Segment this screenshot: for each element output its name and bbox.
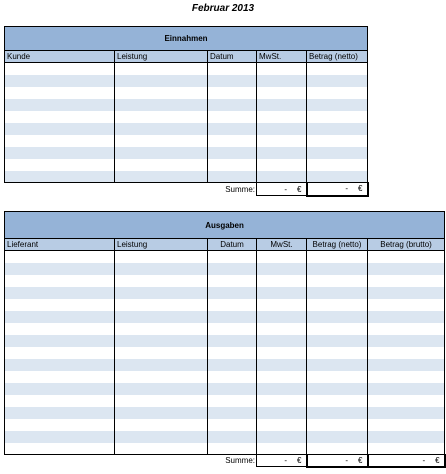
- table-cell[interactable]: [115, 443, 208, 455]
- col-mwst: MwSt.: [257, 51, 307, 63]
- table-cell[interactable]: [307, 171, 368, 183]
- table-row: [5, 347, 445, 359]
- table-cell[interactable]: [208, 275, 257, 287]
- table-cell[interactable]: [5, 395, 115, 407]
- table-cell[interactable]: [257, 87, 307, 99]
- table-cell[interactable]: [368, 287, 445, 299]
- table-cell[interactable]: [208, 443, 257, 455]
- table-row: [5, 299, 445, 311]
- table-cell[interactable]: [307, 299, 368, 311]
- table-row: [5, 359, 445, 371]
- table-cell[interactable]: [307, 251, 368, 263]
- table-cell[interactable]: [208, 395, 257, 407]
- table-cell[interactable]: [257, 335, 307, 347]
- table-cell[interactable]: [208, 299, 257, 311]
- table-cell[interactable]: [307, 407, 368, 419]
- table-cell[interactable]: [115, 251, 208, 263]
- table-cell[interactable]: [5, 159, 115, 171]
- table-cell[interactable]: [307, 335, 368, 347]
- table-row: [5, 311, 445, 323]
- table-cell[interactable]: [257, 275, 307, 287]
- table-cell[interactable]: [208, 323, 257, 335]
- table-cell[interactable]: [115, 383, 208, 395]
- table-cell[interactable]: [257, 75, 307, 87]
- table-row: [5, 147, 368, 159]
- table-cell[interactable]: [115, 287, 208, 299]
- table-cell[interactable]: [208, 431, 257, 443]
- table-cell[interactable]: [115, 335, 208, 347]
- col-betrag-netto: Betrag (netto): [307, 239, 368, 251]
- table-cell[interactable]: [208, 407, 257, 419]
- table-cell[interactable]: [115, 419, 208, 431]
- table-cell[interactable]: [5, 323, 115, 335]
- table-row: [5, 87, 368, 99]
- table-cell[interactable]: [307, 159, 368, 171]
- table-cell[interactable]: [368, 323, 445, 335]
- table-cell[interactable]: [307, 135, 368, 147]
- table-cell[interactable]: [307, 383, 368, 395]
- table-cell[interactable]: [5, 335, 115, 347]
- table-cell[interactable]: [307, 311, 368, 323]
- table-cell[interactable]: [115, 407, 208, 419]
- table-row: [5, 135, 368, 147]
- einnahmen-sum-label: Summe:: [5, 183, 257, 196]
- table-cell[interactable]: [208, 263, 257, 275]
- einnahmen-sum-mwst[interactable]: - €: [257, 183, 307, 196]
- table-cell[interactable]: [115, 311, 208, 323]
- ausgaben-rows: [5, 251, 445, 455]
- table-row: [5, 443, 445, 455]
- table-cell[interactable]: [307, 275, 368, 287]
- table-cell[interactable]: [257, 263, 307, 275]
- einnahmen-table: [4, 26, 369, 197]
- table-cell[interactable]: [368, 347, 445, 359]
- table-cell[interactable]: [368, 335, 445, 347]
- table-cell[interactable]: [208, 347, 257, 359]
- table-row: [5, 99, 368, 111]
- table-cell[interactable]: [208, 251, 257, 263]
- table-cell[interactable]: [257, 299, 307, 311]
- table-cell[interactable]: [257, 63, 307, 75]
- table-cell[interactable]: [257, 383, 307, 395]
- table-cell[interactable]: [5, 359, 115, 371]
- table-cell[interactable]: [115, 123, 208, 135]
- table-cell[interactable]: [5, 251, 115, 263]
- table-cell[interactable]: [368, 299, 445, 311]
- table-cell[interactable]: [307, 87, 368, 99]
- table-cell[interactable]: [5, 419, 115, 431]
- ausgaben-table: [4, 211, 446, 468]
- table-cell[interactable]: [257, 251, 307, 263]
- table-cell[interactable]: [115, 159, 208, 171]
- table-cell[interactable]: [5, 347, 115, 359]
- table-cell[interactable]: [257, 323, 307, 335]
- table-cell[interactable]: [5, 311, 115, 323]
- table-cell[interactable]: [257, 371, 307, 383]
- table-cell[interactable]: [208, 335, 257, 347]
- table-cell[interactable]: [5, 371, 115, 383]
- table-cell[interactable]: [307, 359, 368, 371]
- table-cell[interactable]: [257, 431, 307, 443]
- table-cell[interactable]: [115, 63, 208, 75]
- ausgaben-sum-netto[interactable]: - €: [307, 455, 368, 467]
- table-cell[interactable]: [307, 111, 368, 123]
- table-cell[interactable]: [115, 171, 208, 183]
- table-cell[interactable]: [115, 395, 208, 407]
- table-cell[interactable]: [208, 419, 257, 431]
- table-cell[interactable]: [5, 407, 115, 419]
- table-cell[interactable]: [257, 359, 307, 371]
- table-cell[interactable]: [307, 347, 368, 359]
- table-cell[interactable]: [307, 431, 368, 443]
- table-row: [5, 63, 368, 75]
- table-cell[interactable]: [257, 123, 307, 135]
- table-cell[interactable]: [368, 383, 445, 395]
- table-cell[interactable]: [257, 407, 307, 419]
- einnahmen-heading: Einnahmen: [5, 27, 368, 51]
- table-cell[interactable]: [368, 431, 445, 443]
- table-cell[interactable]: [257, 99, 307, 111]
- table-cell[interactable]: [115, 99, 208, 111]
- table-cell[interactable]: [208, 111, 257, 123]
- table-row: [5, 159, 368, 171]
- table-cell[interactable]: [307, 443, 368, 455]
- table-cell[interactable]: [257, 419, 307, 431]
- table-cell[interactable]: [115, 323, 208, 335]
- table-cell[interactable]: [257, 111, 307, 123]
- table-cell[interactable]: [5, 147, 115, 159]
- table-cell[interactable]: [368, 359, 445, 371]
- table-cell[interactable]: [257, 443, 307, 455]
- table-cell[interactable]: [307, 147, 368, 159]
- table-cell[interactable]: [307, 395, 368, 407]
- table-cell[interactable]: [307, 323, 368, 335]
- table-cell[interactable]: [115, 275, 208, 287]
- table-cell[interactable]: [257, 395, 307, 407]
- col-leistung: Leistung: [115, 239, 208, 251]
- table-row: [5, 171, 368, 183]
- table-cell[interactable]: [208, 123, 257, 135]
- table-row: [5, 111, 368, 123]
- table-cell[interactable]: [368, 275, 445, 287]
- table-cell[interactable]: [257, 171, 307, 183]
- table-cell[interactable]: [208, 159, 257, 171]
- table-cell[interactable]: [208, 63, 257, 75]
- table-cell[interactable]: [257, 347, 307, 359]
- table-cell[interactable]: [257, 147, 307, 159]
- table-cell[interactable]: [307, 371, 368, 383]
- table-cell[interactable]: [208, 287, 257, 299]
- table-row: [5, 371, 445, 383]
- table-cell[interactable]: [115, 263, 208, 275]
- table-cell[interactable]: [307, 263, 368, 275]
- col-kunde: Kunde: [5, 51, 115, 63]
- col-betrag-brutto: Betrag (brutto): [368, 239, 445, 251]
- einnahmen-sum-netto[interactable]: - €: [307, 183, 368, 196]
- col-betrag-netto: Betrag (netto): [307, 51, 368, 63]
- table-cell[interactable]: [5, 431, 115, 443]
- table-cell[interactable]: [115, 299, 208, 311]
- table-cell[interactable]: [307, 419, 368, 431]
- table-cell[interactable]: [5, 287, 115, 299]
- table-row: [5, 123, 368, 135]
- table-cell[interactable]: [257, 135, 307, 147]
- table-cell[interactable]: [115, 135, 208, 147]
- table-cell[interactable]: [5, 123, 115, 135]
- col-datum: Datum: [208, 239, 257, 251]
- table-cell[interactable]: [307, 99, 368, 111]
- page-title: Februar 2013: [191, 3, 255, 14]
- table-cell[interactable]: [5, 275, 115, 287]
- table-cell[interactable]: [368, 263, 445, 275]
- table-cell[interactable]: [307, 63, 368, 75]
- table-cell[interactable]: [5, 63, 115, 75]
- table-cell[interactable]: [208, 171, 257, 183]
- table-cell[interactable]: [208, 135, 257, 147]
- col-leistung: Leistung: [115, 51, 208, 63]
- table-cell[interactable]: [5, 299, 115, 311]
- table-cell[interactable]: [368, 251, 445, 263]
- table-cell[interactable]: [5, 135, 115, 147]
- table-row: [5, 287, 445, 299]
- table-cell[interactable]: [368, 443, 445, 455]
- table-row: [5, 75, 368, 87]
- table-cell[interactable]: [115, 431, 208, 443]
- table-cell[interactable]: [368, 371, 445, 383]
- table-cell[interactable]: [115, 75, 208, 87]
- table-cell[interactable]: [115, 371, 208, 383]
- table-row: [5, 431, 445, 443]
- einnahmen-rows: [5, 63, 368, 183]
- table-cell[interactable]: [307, 123, 368, 135]
- table-cell[interactable]: [115, 359, 208, 371]
- table-cell[interactable]: [115, 147, 208, 159]
- table-cell[interactable]: [5, 383, 115, 395]
- table-cell[interactable]: [208, 371, 257, 383]
- table-cell[interactable]: [5, 111, 115, 123]
- table-cell[interactable]: [208, 75, 257, 87]
- table-cell[interactable]: [368, 395, 445, 407]
- table-row: [5, 335, 445, 347]
- table-row: [5, 383, 445, 395]
- table-cell[interactable]: [257, 311, 307, 323]
- ausgaben-heading: Ausgaben: [5, 212, 445, 239]
- table-cell[interactable]: [307, 287, 368, 299]
- table-row: [5, 407, 445, 419]
- col-lieferant: Lieferant: [5, 239, 115, 251]
- col-datum: Datum: [208, 51, 257, 63]
- table-row: [5, 395, 445, 407]
- ausgaben-sum-label: Summe:: [5, 455, 257, 467]
- table-cell[interactable]: [257, 159, 307, 171]
- table-cell[interactable]: [5, 443, 115, 455]
- table-cell[interactable]: [208, 359, 257, 371]
- table-cell[interactable]: [5, 263, 115, 275]
- table-cell[interactable]: [208, 147, 257, 159]
- table-cell[interactable]: [5, 87, 115, 99]
- table-cell[interactable]: [208, 383, 257, 395]
- table-row: [5, 419, 445, 431]
- ausgaben-sum-brutto[interactable]: - €: [368, 455, 445, 467]
- table-row: [5, 263, 445, 275]
- table-cell[interactable]: [307, 75, 368, 87]
- table-cell[interactable]: [368, 407, 445, 419]
- table-cell[interactable]: [5, 171, 115, 183]
- table-row: [5, 251, 445, 263]
- table-cell[interactable]: [368, 419, 445, 431]
- table-cell[interactable]: [115, 111, 208, 123]
- table-cell[interactable]: [115, 347, 208, 359]
- ausgaben-sum-mwst[interactable]: - €: [257, 455, 307, 467]
- table-cell[interactable]: [208, 311, 257, 323]
- table-cell[interactable]: [208, 87, 257, 99]
- table-cell[interactable]: [115, 87, 208, 99]
- table-cell[interactable]: [208, 99, 257, 111]
- table-cell[interactable]: [5, 75, 115, 87]
- col-mwst: MwSt.: [257, 239, 307, 251]
- table-row: [5, 275, 445, 287]
- table-cell[interactable]: [368, 311, 445, 323]
- table-cell[interactable]: [257, 287, 307, 299]
- table-cell[interactable]: [5, 99, 115, 111]
- table-row: [5, 323, 445, 335]
